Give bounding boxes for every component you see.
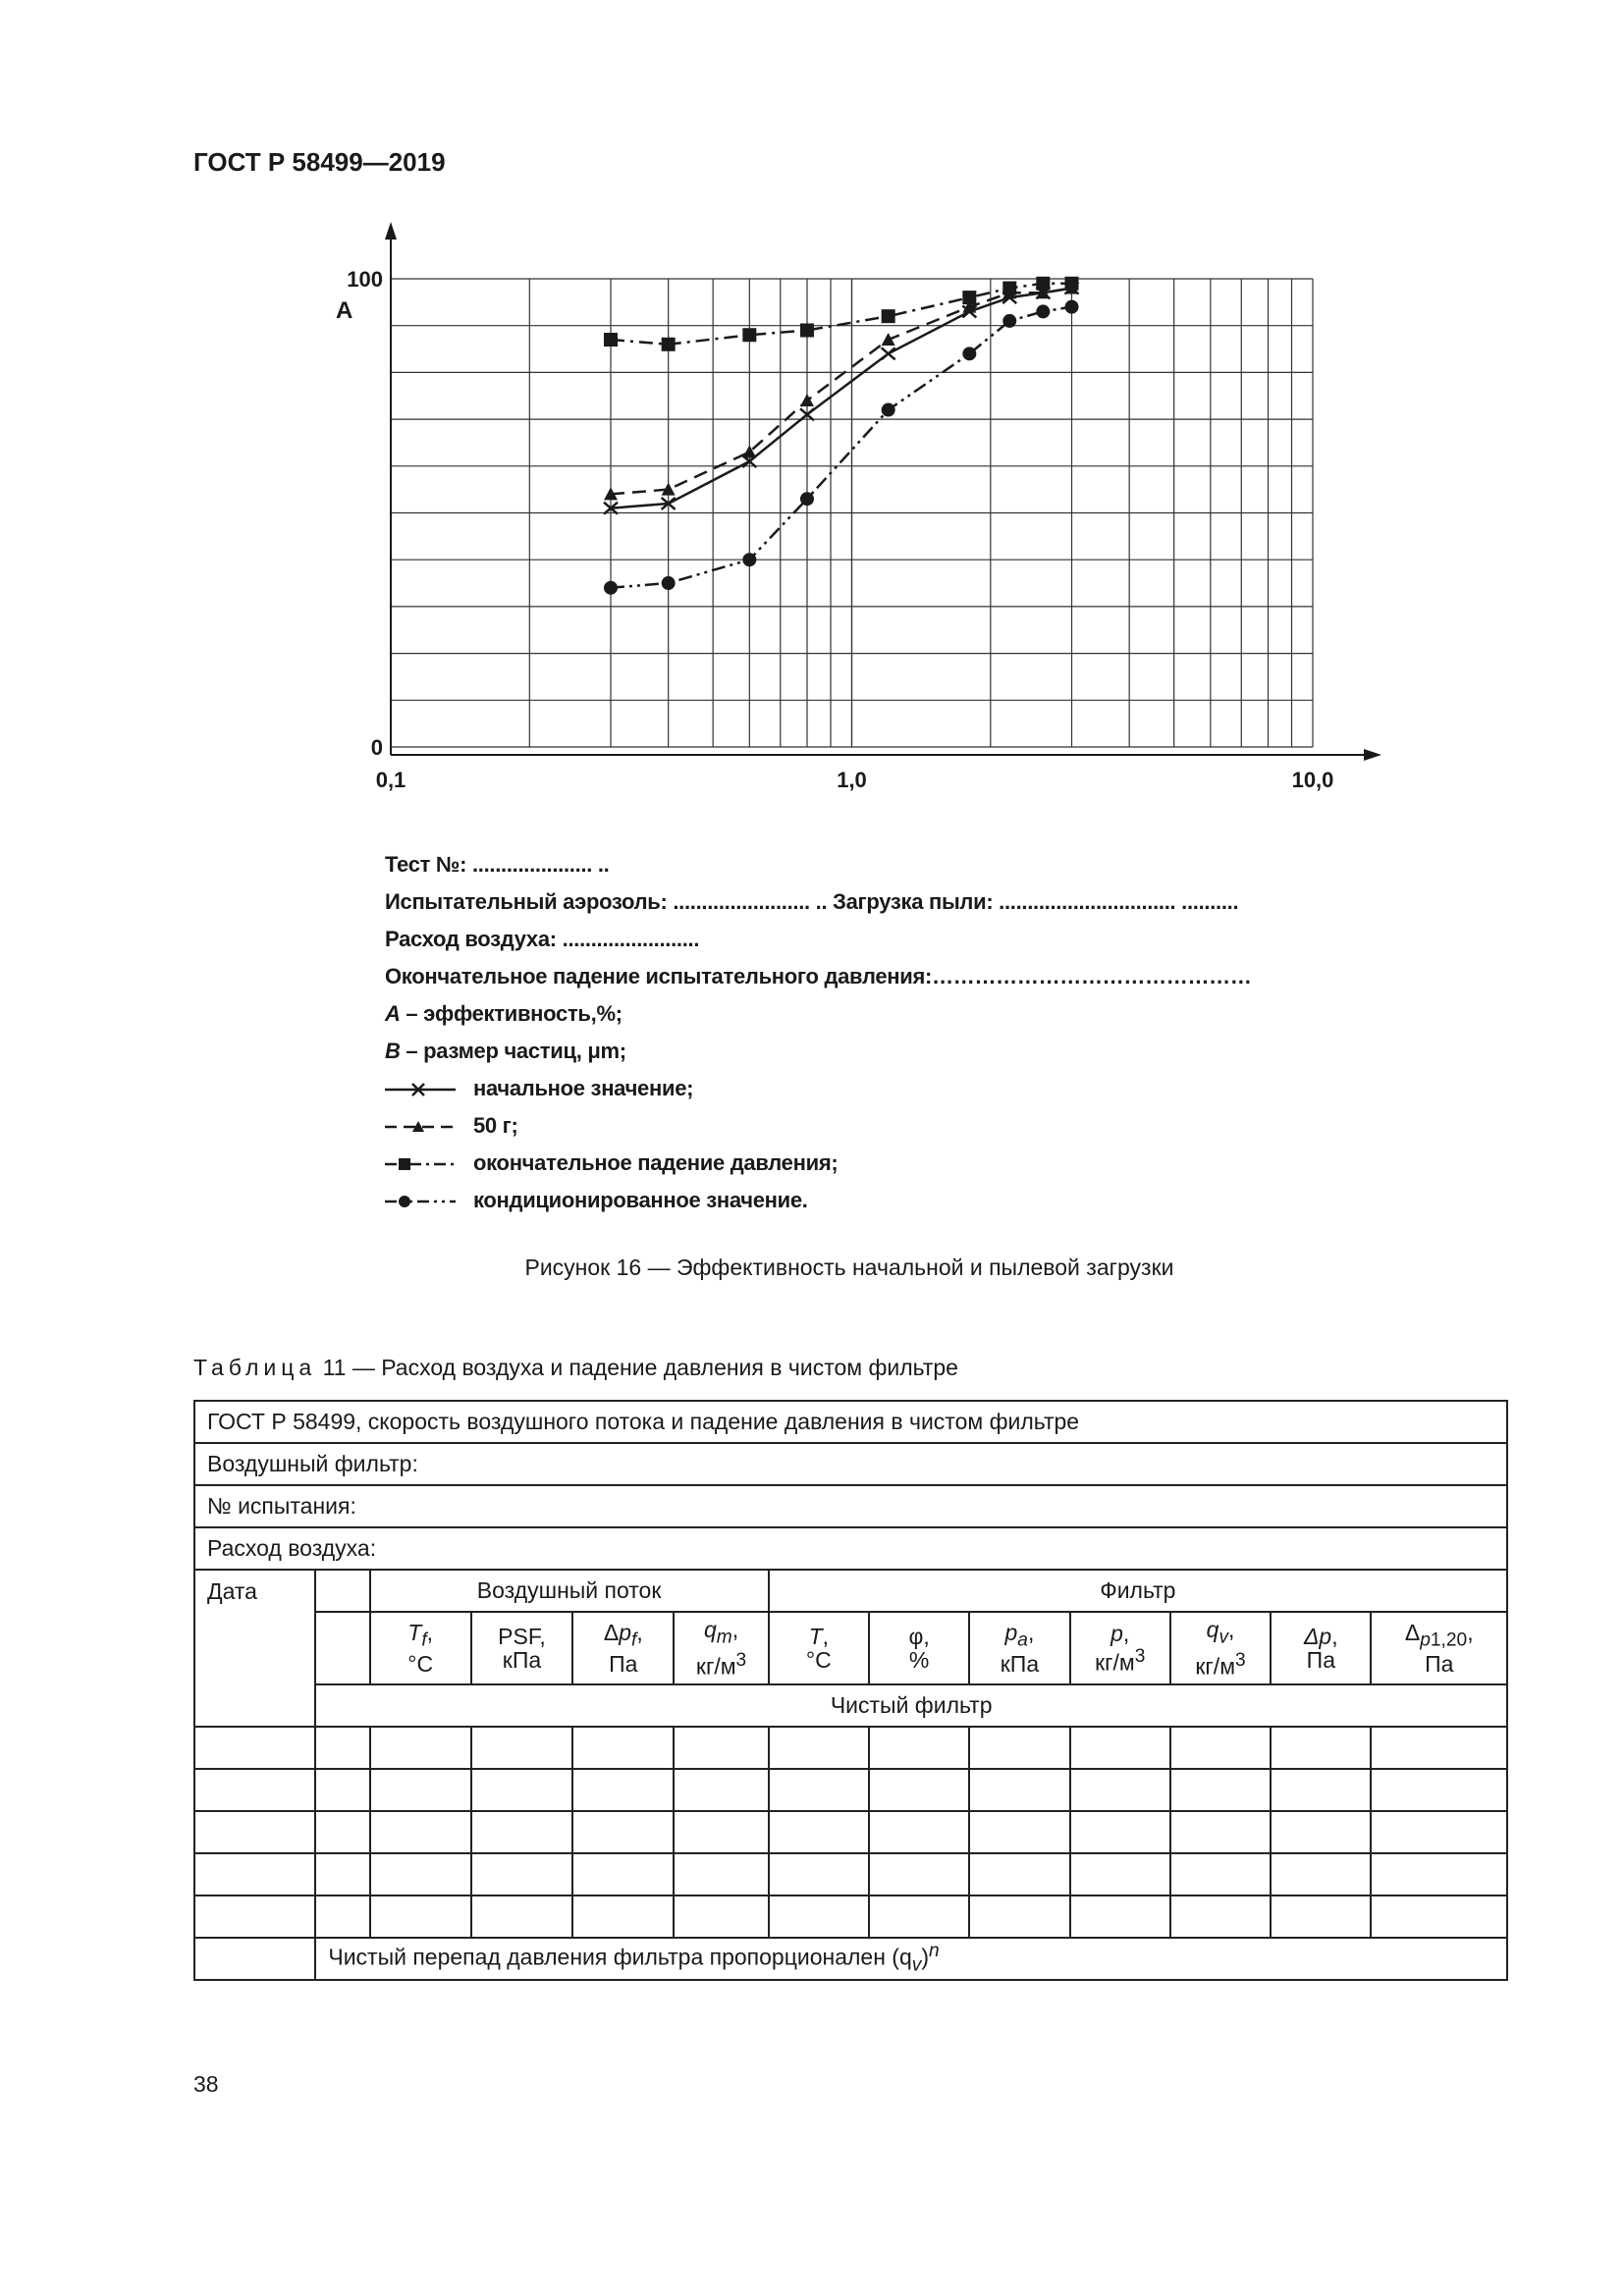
legend-final-drop: Окончательное падение испытательного давления:……………………………………… [385, 964, 1252, 988]
row-test-no: № испытания: [194, 1485, 1507, 1527]
legend-item-initial: начальное значение; [385, 1070, 1252, 1107]
table-row [194, 1769, 1507, 1811]
data-point-square [800, 323, 814, 337]
data-point-square [882, 309, 895, 323]
chart-grid [391, 279, 1313, 747]
legend-symbol-circle-icon [385, 1192, 473, 1211]
legend-item-50g: 50 г; [385, 1107, 1252, 1145]
legend-item-conditioned: кондиционированное значение. [385, 1182, 1252, 1219]
table-footer-note: Чистый перепад давления фильтра пропорционален $(q_v)^n$ [315, 1938, 1507, 1980]
legend-symbol-square-icon [385, 1154, 473, 1174]
x-tick-label: 10,0 [1291, 768, 1334, 792]
y-tick-label: 100 [347, 267, 383, 292]
group-filter: Фильтр [769, 1570, 1507, 1612]
col-rho: p, $кг/м^3$ [1070, 1612, 1170, 1684]
data-point-circle [882, 403, 895, 417]
legend-symbol-x-icon [385, 1080, 473, 1099]
legend-axis-a: А – эффективность,%; [385, 1001, 623, 1026]
x-tick-label: 1,0 [837, 768, 867, 792]
data-point-circle [662, 576, 676, 590]
data-point-circle [604, 581, 618, 595]
group-air-flow: Воздушный поток [370, 1570, 769, 1612]
row-gost: ГОСТ Р 58499, скорость воздушного потока и падение давления в чистом фильтре [194, 1401, 1507, 1443]
col-psf: PSF, кПа [471, 1612, 572, 1684]
page-number: 38 [193, 2071, 219, 2097]
chart-legend [385, 846, 1252, 1219]
col-dpf: $\Delta p_f$, Па [572, 1612, 674, 1684]
chart-series [604, 277, 1079, 595]
series-line [611, 289, 1072, 508]
data-point-triangle [800, 394, 814, 406]
data-point-circle [962, 347, 976, 360]
chart-tick-labels [336, 267, 1333, 792]
data-point-x [882, 347, 895, 359]
col-dp: Δp, Па [1271, 1612, 1371, 1684]
legend-item-final-drop: окончательное падение давления; [385, 1145, 1252, 1182]
legend-symbol-triangle-icon [385, 1117, 473, 1137]
col-t: T, °C [769, 1612, 869, 1684]
data-point-triangle [882, 333, 895, 346]
data-point-circle [1065, 300, 1079, 314]
legend-air-flow: Расход воздуха: ........................ [385, 927, 700, 951]
document-code: ГОСТ Р 58499—2019 [193, 147, 446, 177]
y-tick-label: 0 [370, 735, 383, 760]
data-point-square [742, 328, 756, 342]
row-air-flow: Расход воздуха: [194, 1527, 1507, 1570]
y-axis-arrow [385, 222, 397, 240]
col-tf: $T_f$, °C [370, 1612, 471, 1684]
x-axis-arrow [1364, 749, 1381, 761]
figure-caption: Рисунок 16 — Эффективность начальной и пылевой загрузки [524, 1255, 1174, 1280]
table-title: Таблица 11 — Расход воздуха и падение давления в чистом фильтре [193, 1355, 958, 1380]
table-row [194, 1727, 1507, 1769]
data-point-square [1002, 282, 1016, 295]
table-row [194, 1896, 1507, 1938]
data-point-circle [800, 492, 814, 506]
clean-filter-header: Чистый фильтр [315, 1684, 1507, 1727]
data-point-circle [742, 553, 756, 566]
col-dp120: $\Delta_{p1,20}$, Па [1371, 1612, 1507, 1684]
data-point-square [962, 291, 976, 304]
row-air-filter: Воздушный фильтр: [194, 1443, 1507, 1485]
legend-axis-b: B – размер частиц, μm; [385, 1039, 626, 1063]
legend-test-no: Тест №: ..................... .. [385, 852, 610, 877]
series-line [611, 307, 1072, 588]
col-pa: $p_a$, кПа [969, 1612, 1069, 1684]
table-row [194, 1811, 1507, 1853]
table-row [194, 1853, 1507, 1896]
x-tick-label: 0,1 [375, 768, 406, 792]
col-qm: $q_m$, $кг/м^3$ [674, 1612, 768, 1684]
data-point-circle [1002, 314, 1016, 328]
col-qv: $q_v$, $кг/м^3$ [1170, 1612, 1271, 1684]
col-phi: φ, % [869, 1612, 969, 1684]
data-point-square [1036, 277, 1050, 291]
y-axis-label: А [336, 297, 353, 324]
airflow-table [193, 1400, 1508, 1981]
col-date: Дата [194, 1570, 315, 1727]
data-point-square [662, 338, 676, 351]
data-point-square [604, 333, 618, 347]
legend-aerosol: Испытательный аэрозоль: ........................ .. Загрузка пыли: ............................... .......... [385, 889, 1239, 914]
data-point-circle [1036, 304, 1050, 318]
chart-axes [385, 222, 1381, 761]
data-point-square [1065, 277, 1079, 291]
